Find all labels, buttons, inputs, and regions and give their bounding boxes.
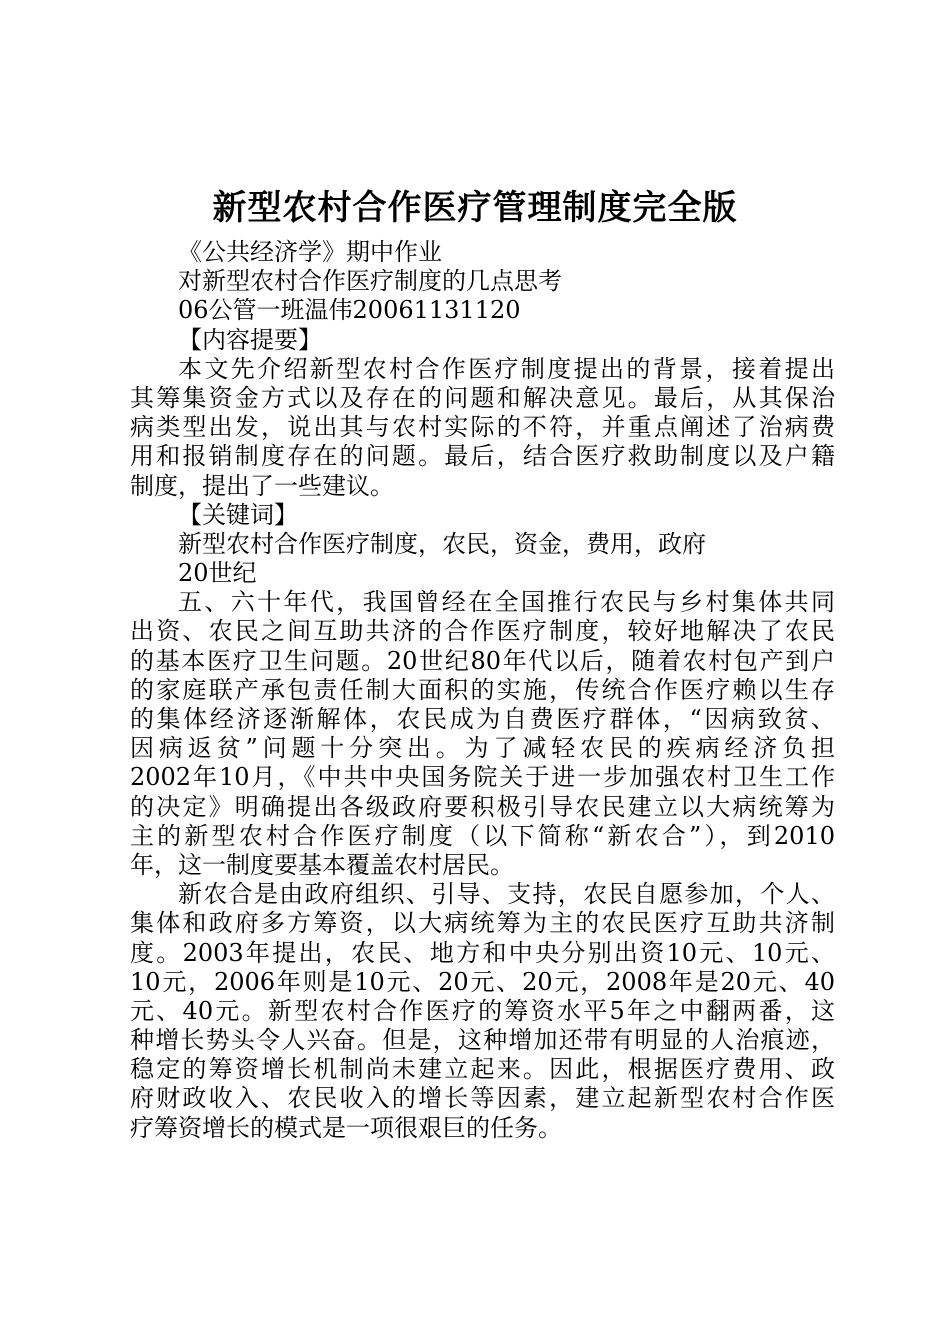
abstract-line: 制度，提出了一些建议。 — [130, 471, 394, 500]
keywords-heading: 【关键词】 — [178, 500, 298, 529]
document-title: 新型农村合作医疗管理制度完全版 — [212, 188, 738, 228]
paragraph-line: 2002年10月，《中共中央国务院关于进一步加强农村卫生工作 — [130, 763, 835, 792]
paragraph-line: 稳定的筹资增长机制尚未建立起来。因此，根据医疗费用、政 — [130, 1055, 835, 1084]
paragraph-line: 的决定》明确提出各级政府要积极引导农民建立以大病统筹为 — [130, 792, 835, 821]
keywords-line: 新型农村合作医疗制度，农民，资金，费用，政府 — [178, 529, 706, 558]
paragraph-line: 度。2003年提出，农民、地方和中央分别出资10元、10元、 — [130, 938, 835, 967]
paragraph-line: 因病返贫”问题十分突出。为了减轻农民的疾病经济负担 — [130, 734, 835, 763]
paragraph-line: 集体和政府多方筹资，以大病统筹为主的农民医疗互助共济制 — [130, 909, 835, 938]
course-line: 《公共经济学》期中作业 — [178, 238, 442, 266]
abstract-heading: 【内容提要】 — [178, 325, 322, 354]
paragraph-line: 府财政收入、农民收入的增长等因素，建立起新型农村合作医 — [130, 1084, 835, 1113]
paragraph-line: 出资、农民之间互助共济的合作医疗制度，较好地解决了农民 — [130, 617, 835, 646]
paragraph-line: 年，这一制度要基本覆盖农村居民。 — [130, 850, 514, 879]
paragraph-line: 10元，2006年则是10元、20元、20元，2008年是20元、40 — [130, 967, 835, 996]
paragraph-line: 元、40元。新型农村合作医疗的筹资水平5年之中翻两番，这 — [130, 996, 835, 1025]
abstract-paragraph — [130, 355, 835, 501]
abstract-line: 其筹集资金方式以及存在的问题和解决意见。最后，从其保治 — [130, 383, 835, 412]
paragraph-line: 新农合是由政府组织、引导、支持，农民自愿参加，个人、 — [178, 880, 835, 909]
document-body — [130, 238, 835, 1143]
paragraph-line: 的家庭联产承包责任制大面积的实施，传统合作医疗赖以生存 — [130, 675, 835, 704]
subtitle-line: 对新型农村合作医疗制度的几点思考 — [178, 267, 562, 296]
paragraph-line: 的集体经济逐渐解体，农民成为自费医疗群体，“因病致贫、 — [130, 705, 835, 733]
paragraph-line: 疗筹资增长的模式是一项很艰巨的任务。 — [130, 1113, 562, 1142]
abstract-line: 病类型出发，说出其与农村实际的不符，并重点阐述了治病费 — [130, 413, 835, 442]
funding-paragraph — [130, 880, 835, 1143]
paragraph-line: 五、六十年代，我国曾经在全国推行农民与乡村集体共同 — [178, 588, 835, 617]
abstract-line: 用和报销制度存在的问题。最后，结合医疗救助制度以及户籍 — [130, 442, 835, 471]
paragraph-line: 的基本医疗卫生问题。20世纪80年代以后，随着农村包产到户 — [130, 646, 835, 675]
author-line: 06公管一班温伟20061131120 — [178, 296, 521, 325]
paragraph-line: 主的新型农村合作医疗制度（以下简称“新农合”），到2010 — [130, 821, 835, 850]
abstract-line: 本文先介绍新型农村合作医疗制度提出的背景，接着提出 — [178, 354, 835, 383]
paragraph-line: 种增长势头令人兴奋。但是，这种增加还带有明显的人治痕迹， — [130, 1026, 835, 1055]
history-paragraph — [130, 588, 835, 880]
era-line: 20世纪 — [178, 559, 257, 588]
